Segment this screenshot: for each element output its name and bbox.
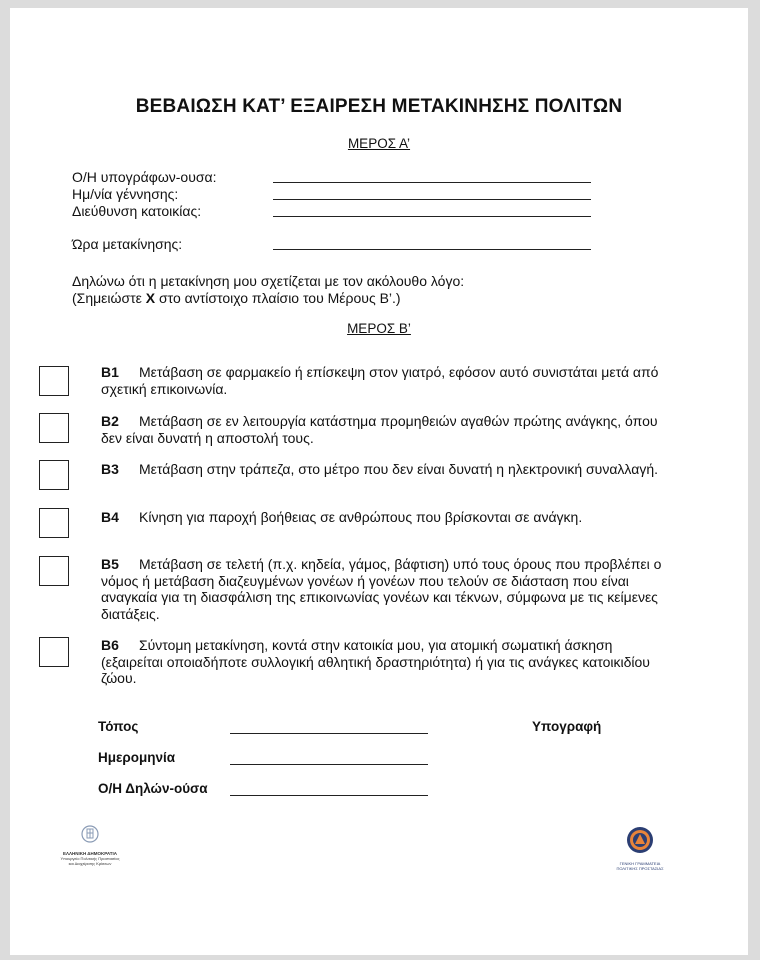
time-label: Ώρα μετακίνησης:: [72, 236, 183, 252]
declarant-label: Ο/Η Δηλών-ούσα: [98, 781, 208, 796]
place-label: Τόπος: [98, 719, 139, 734]
reason-code: B4: [101, 509, 119, 525]
reason-b1: [101, 364, 671, 397]
reason-code: B6: [101, 637, 119, 653]
checkbox-b4[interactable]: [39, 508, 69, 538]
reason-code: B1: [101, 364, 119, 380]
reason-b6: [101, 637, 671, 687]
civil-protection-logo: ΓΕΝΙΚΗ ΓΡΑΜΜΑΤΕΙΑ ΠΟΛΙΤΙΚΗΣ ΠΡΟΣΤΑΣΙΑΣ: [615, 826, 665, 871]
part-b-heading: ΜΕΡΟΣ Β’: [347, 321, 411, 336]
declaration-text: Δηλώνω ότι η μετακίνηση μου σχετίζεται με τον ακόλουθο λόγο:: [72, 273, 465, 289]
reason-code: B3: [101, 461, 119, 477]
signer-label: Ο/Η υπογράφων-ουσα:: [72, 169, 217, 185]
date-label: Ημερομηνία: [98, 750, 176, 765]
reason-b5: [101, 556, 671, 622]
part-a-heading: ΜΕΡΟΣ Α’: [347, 136, 411, 151]
address-field[interactable]: [273, 216, 591, 217]
hellenic-republic-logo: ΕΛΛΗΝΙΚΗ ΔΗΜΟΚΡΑΤΙΑ Υπουργείο Πολιτικής Προστασίας και Διαχείρισης Κρίσεων: [50, 824, 130, 866]
declaration-note: [72, 290, 401, 307]
document-title: ΒΕΒΑΙΩΣΗ ΚΑΤ’ ΕΞΑΙΡΕΣΗ ΜΕΤΑΚΙΝΗΣΗΣ ΠΟΛΙΤΩΝ: [135, 96, 623, 117]
checkbox-b6[interactable]: [39, 637, 69, 667]
checkbox-b5[interactable]: [39, 556, 69, 586]
signature-label[interactable]: Υπογραφή: [532, 719, 602, 734]
signer-field[interactable]: [273, 182, 591, 183]
time-field[interactable]: [273, 249, 591, 250]
reason-text: Κίνηση για παροχή βοήθειας σε ανθρώπους που βρίσκονται σε ανάγκη.: [139, 509, 583, 525]
civil-protection-emblem-icon: [615, 826, 665, 856]
reason-text: Μετάβαση σε τελετή (π.χ. κηδεία, γάμος, βάφτιση) υπό τους όρους που προβλέπει ο νόμος ή μετάβαση διαζευγμένων γονέων ή γονέων που τελούν σε διάσταση που είναι αναγκαία για τη διασφάλιση της επικοινωνίας γονέων και τέκνων, σύμφωνα με τις κείμενες διατάξεις.: [101, 556, 662, 622]
coat-of-arms-icon: [50, 824, 130, 846]
note-post: στο αντίστοιχο πλαίσιο του Μέρους Β’.): [155, 290, 401, 306]
birthdate-label: Ημ/νία γέννησης:: [72, 186, 179, 202]
checkbox-b2[interactable]: [39, 413, 69, 443]
declarant-field[interactable]: [230, 795, 428, 796]
reason-b4: [101, 509, 671, 526]
reason-b2: [101, 413, 671, 446]
note-x: X: [145, 290, 156, 306]
note-pre: (Σημειώστε: [72, 290, 146, 306]
reason-text: Μετάβαση σε εν λειτουργία κατάστημα προμηθειών αγαθών πρώτης ανάγκης, όπου δεν είναι δυνατή η αποστολή τους.: [101, 413, 658, 446]
reason-code: B5: [101, 556, 119, 572]
checkbox-b1[interactable]: [39, 366, 69, 396]
reason-text: Μετάβαση σε φαρμακείο ή επίσκεψη στον γιατρό, εφόσον αυτό συνιστάται μετά από σχετική επικοινωνία.: [101, 364, 659, 397]
reason-text: Μετάβαση στην τράπεζα, στο μέτρο που δεν είναι δυνατή η ηλεκτρονική συναλλαγή.: [139, 461, 658, 477]
reason-b3: [101, 461, 671, 478]
place-field[interactable]: [230, 733, 428, 734]
date-field[interactable]: [230, 764, 428, 765]
address-label: Διεύθυνση κατοικίας:: [72, 203, 202, 219]
reason-text: Σύντομη μετακίνηση, κοντά στην κατοικία μου, για ατομική σωματική άσκηση (εξαιρείται οποιαδήποτε συλλογική αθλητική δραστηριότητα) ή για τις ανάγκες κατοικιδίου ζώου.: [101, 637, 650, 686]
birthdate-field[interactable]: [273, 199, 591, 200]
document-page: [10, 8, 748, 955]
checkbox-b3[interactable]: [39, 460, 69, 490]
reason-code: B2: [101, 413, 119, 429]
